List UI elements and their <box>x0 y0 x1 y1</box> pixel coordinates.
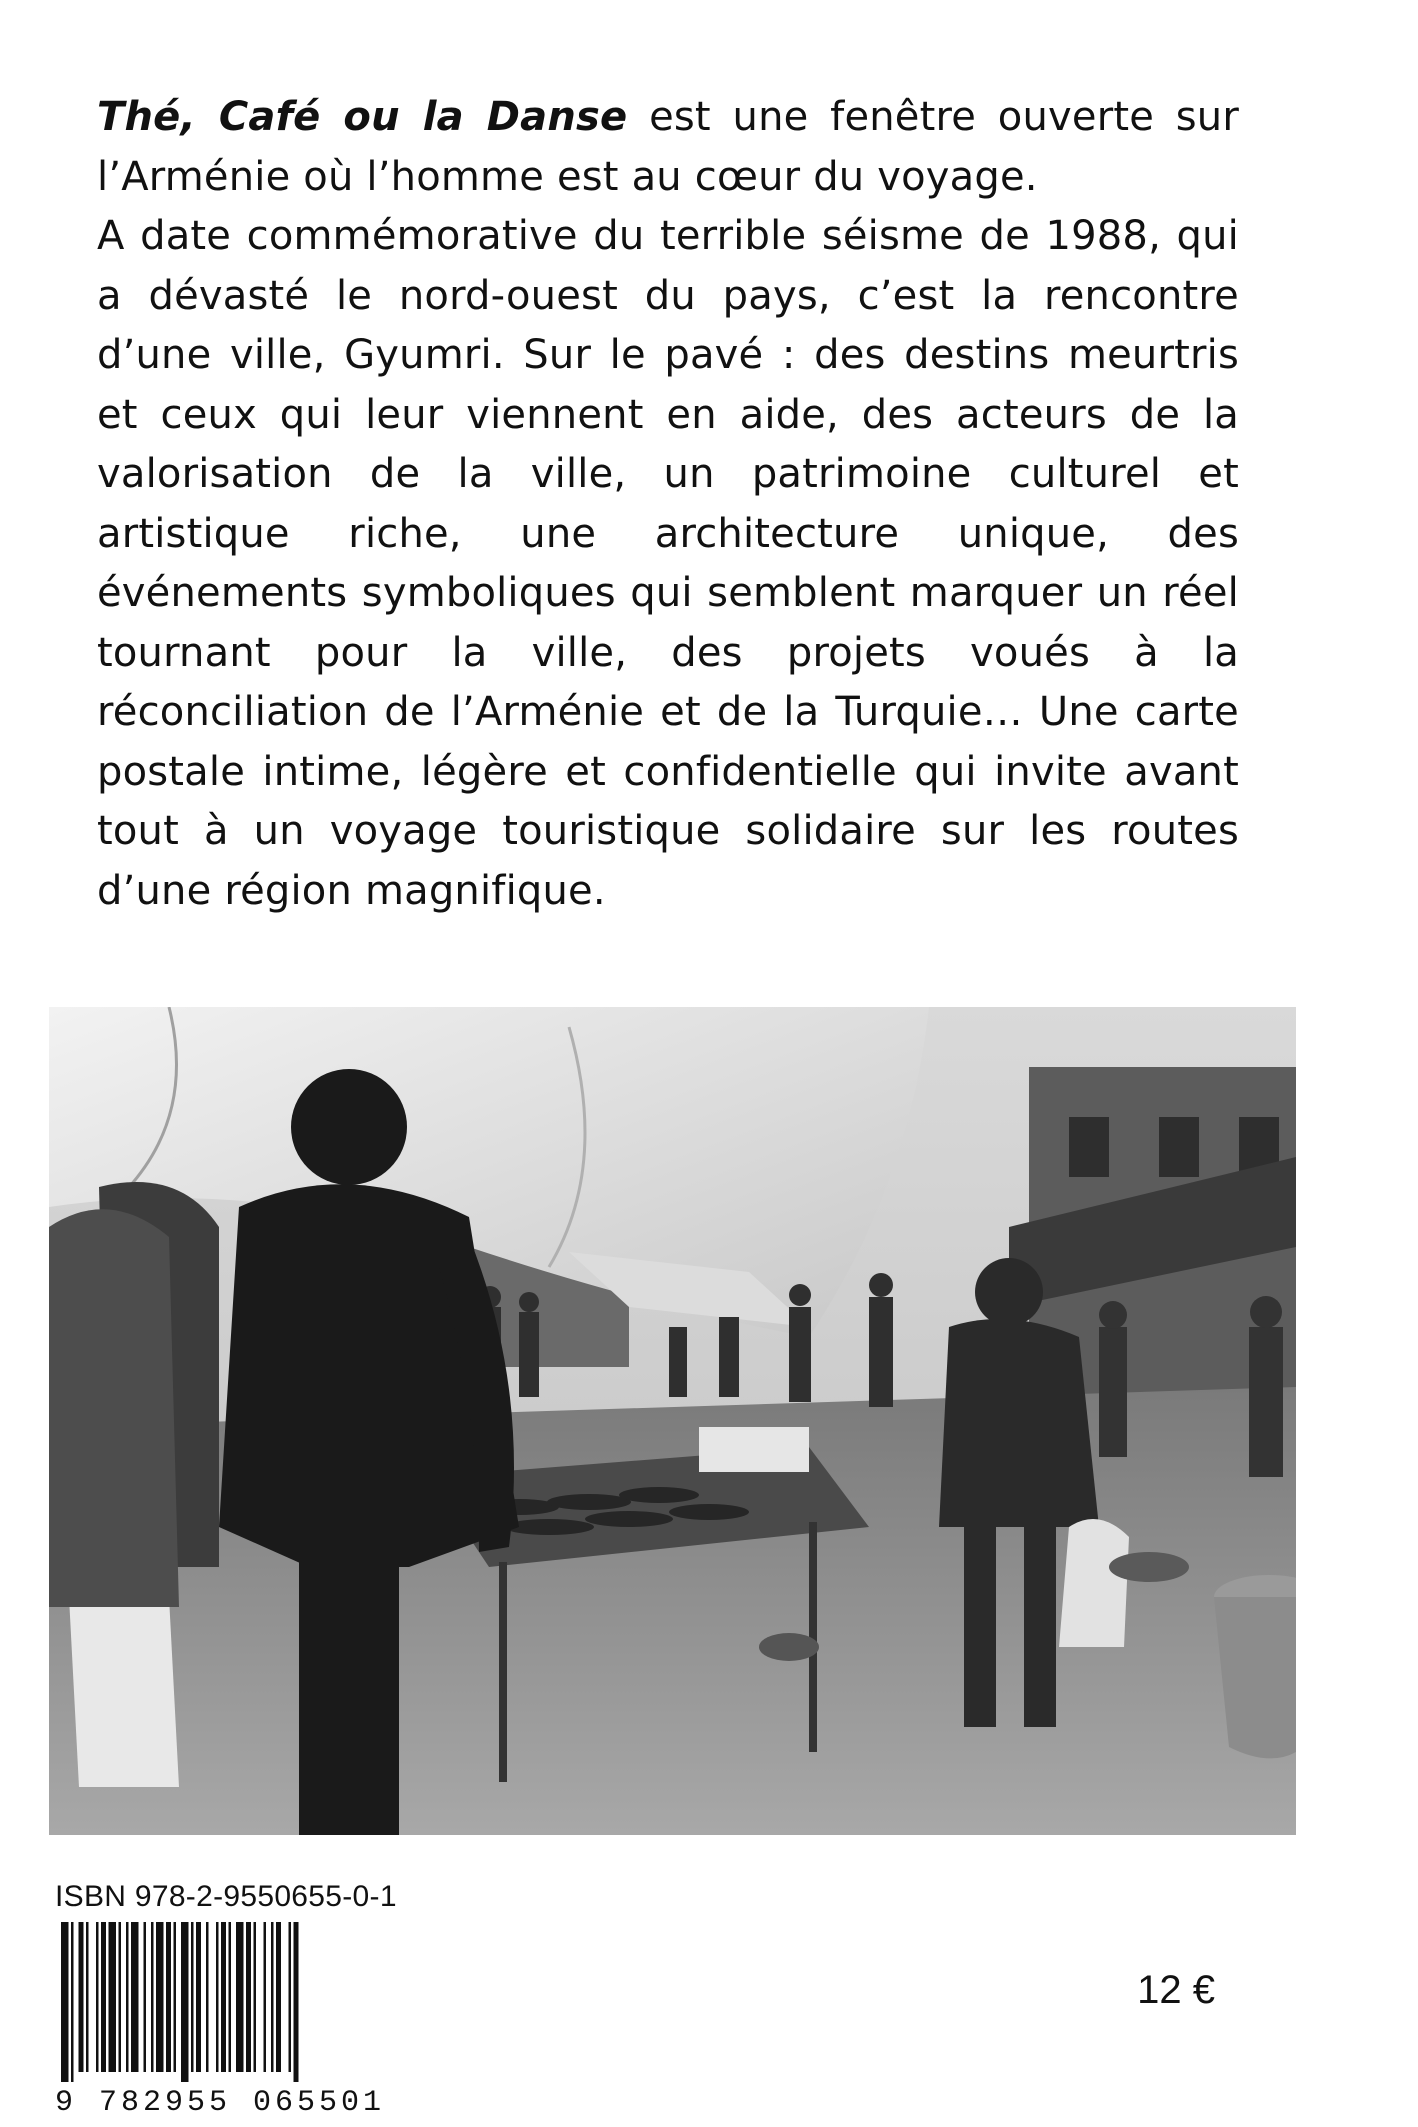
barcode-bar <box>101 1922 106 2072</box>
barcode-bar <box>246 1922 251 2072</box>
barcode-bar <box>131 1922 139 2072</box>
isbn-barcode <box>55 1922 417 2082</box>
barcode-bar <box>126 1922 129 2072</box>
barcode-bar <box>264 1922 267 2072</box>
barcode-bar <box>289 1922 292 2072</box>
barcode-bar <box>166 1922 171 2072</box>
price-label: 12 € <box>1137 1968 1215 2012</box>
barcode-bar <box>96 1922 99 2072</box>
market-photo-illustration <box>49 1007 1296 1835</box>
barcode-bar <box>174 1922 177 2072</box>
blurb-body: A date commémorative du terrible séisme de 1988, qui a dévasté le nord-ouest du pays, c’est la rencontre d’une ville, Gyumri. Sur le pavé : des destins meurtris et ceux qui leur viennent en aide, des acteurs de la valorisation de la ville, un patrimoine culturel et artistique riche, une architecture unique, des événements symboliques qui semblent marquer un réel tournant pour la ville, des projets voués à la réconciliation de l’Arménie et de la Turquie… Une carte postale intime, légère et confidentielle qui invite avant tout à un voyage touristique solidaire sur les routes d’une région magnifique. <box>97 213 1239 914</box>
market-photo <box>49 1007 1296 1835</box>
barcode-bar <box>181 1922 189 2082</box>
blurb-intro <box>97 88 1239 207</box>
barcode-bar <box>236 1922 244 2072</box>
isbn-label: ISBN 978-2-9550655-0-1 <box>55 1880 397 1913</box>
barcode-graphic <box>55 1922 417 2082</box>
barcode-bar <box>144 1922 147 2072</box>
barcode-bar <box>254 1922 257 2072</box>
barcode-bar <box>294 1922 299 2082</box>
barcode-bar <box>61 1922 69 2082</box>
barcode-bar <box>151 1922 154 2072</box>
barcode-bar <box>216 1922 219 2072</box>
barcode-bar <box>109 1922 117 2072</box>
back-cover-blurb <box>97 88 1239 921</box>
barcode-bar <box>156 1922 164 2072</box>
barcode-bar <box>86 1922 89 2072</box>
blurb-intro-text: est une fenêtre ouverte sur l’Arménie où l’homme est au cœur du voyage. <box>97 94 1239 200</box>
barcode-bar <box>276 1922 281 2072</box>
book-title: Thé, Café ou la Danse <box>97 94 628 140</box>
barcode-bar <box>206 1922 209 2072</box>
barcode-bar <box>196 1922 201 2072</box>
barcode-bar <box>191 1922 194 2072</box>
barcode-bar <box>79 1922 84 2072</box>
barcode-bar <box>119 1922 122 2072</box>
barcode-bar <box>229 1922 232 2072</box>
barcode-bar <box>221 1922 226 2072</box>
barcode-bar <box>71 1922 74 2082</box>
barcode-bar <box>271 1922 274 2072</box>
barcode-digits: 9 782955 065501 <box>55 2086 386 2120</box>
